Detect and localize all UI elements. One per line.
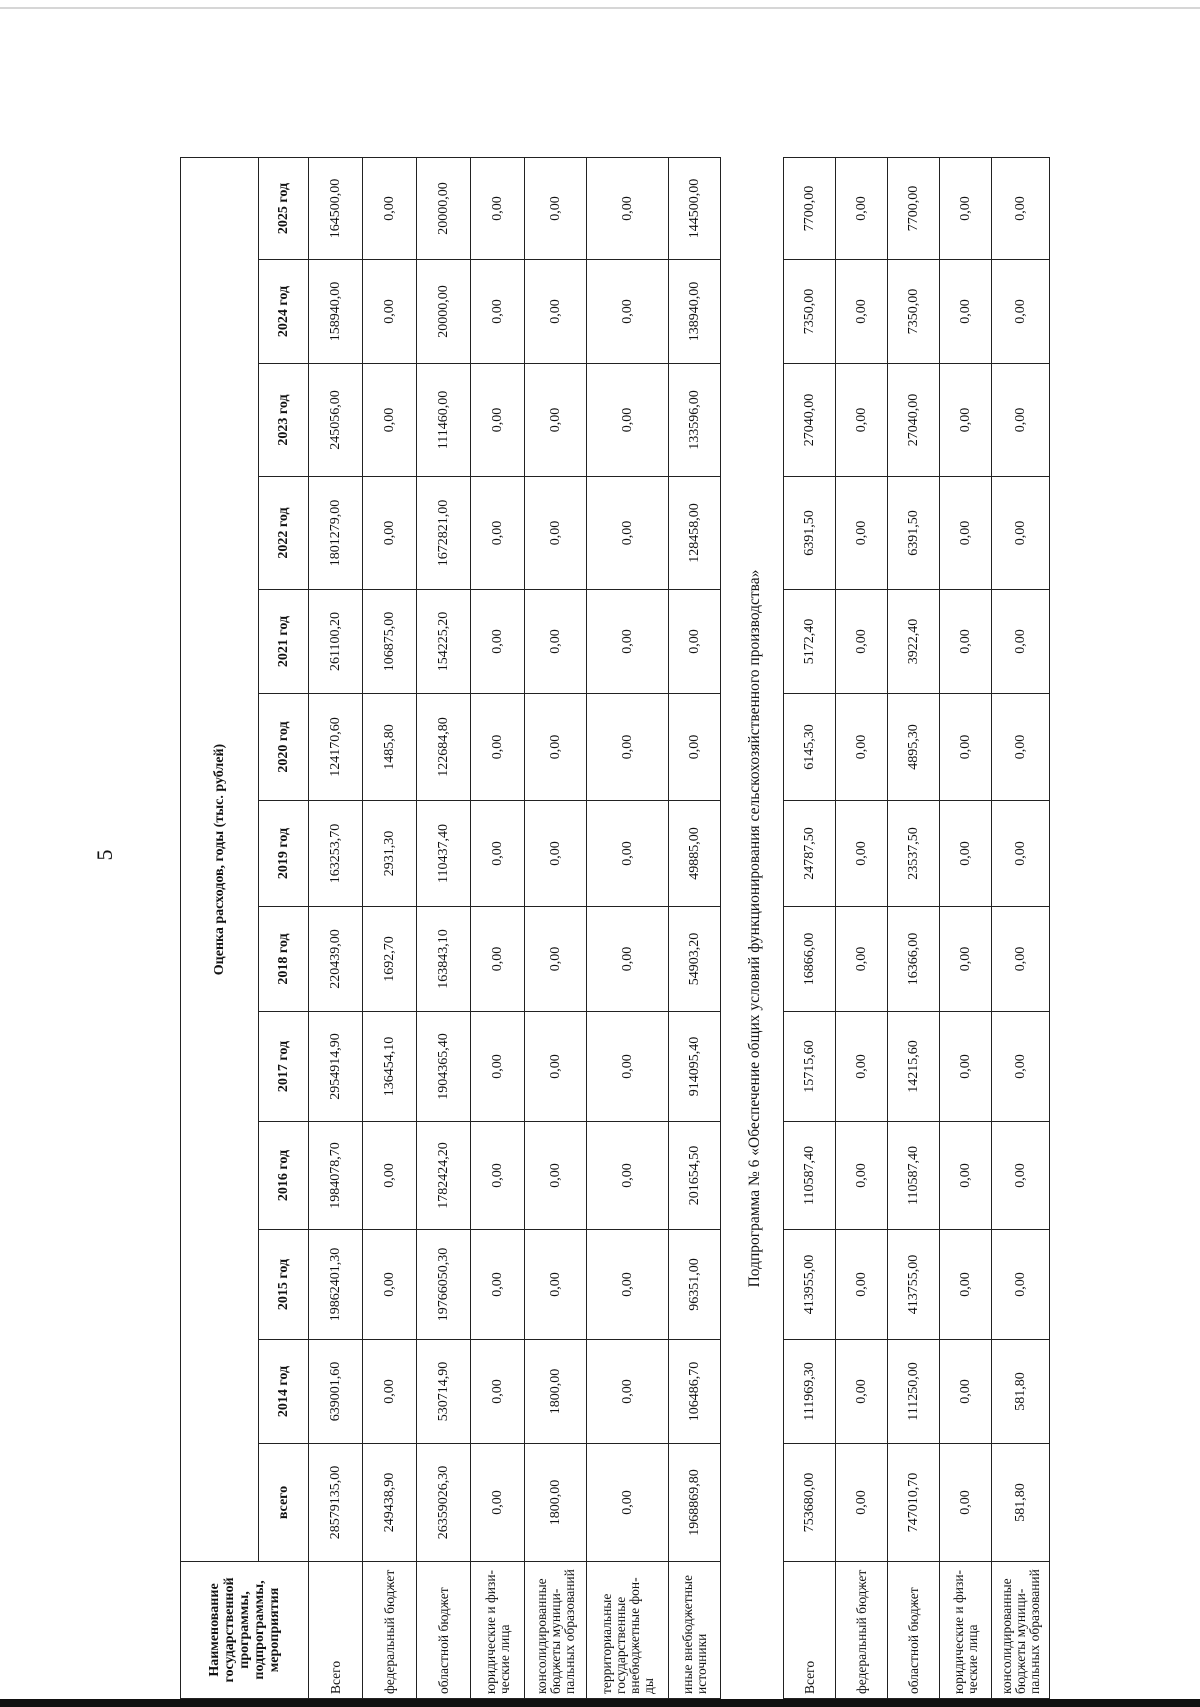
value-cell: 0,00 [836, 1340, 888, 1444]
value-cell: 639001,60 [309, 1340, 363, 1444]
value-cell: 0,00 [940, 364, 992, 477]
year-header: 2014 год [259, 1340, 309, 1444]
value-cell: 413755,00 [888, 1230, 940, 1340]
value-cell: 6391,50 [784, 477, 836, 590]
value-cell: 19766050,30 [417, 1230, 471, 1340]
value-cell: 0,00 [992, 801, 1050, 907]
year-header: 2024 год [259, 260, 309, 364]
value-cell: 0,00 [525, 1012, 587, 1122]
table-row [417, 158, 471, 1699]
value-cell: 0,00 [363, 364, 417, 477]
row-label: юридические и физи-ческие лица [940, 1562, 992, 1699]
table-row [836, 158, 888, 1699]
value-cell: 261100,20 [309, 590, 363, 694]
value-cell: 1904365,40 [417, 1012, 471, 1122]
value-cell: 0,00 [587, 907, 669, 1012]
value-cell: 0,00 [363, 158, 417, 260]
value-cell: 753680,00 [784, 1444, 836, 1562]
value-cell: 0,00 [471, 590, 525, 694]
value-cell: 158940,00 [309, 260, 363, 364]
value-cell: 111460,00 [417, 364, 471, 477]
value-cell: 110437,40 [417, 801, 471, 907]
value-cell: 1485,80 [363, 694, 417, 801]
value-cell: 4895,30 [888, 694, 940, 801]
value-cell: 106875,00 [363, 590, 417, 694]
value-cell: 6145,30 [784, 694, 836, 801]
value-cell: 26359026,30 [417, 1444, 471, 1562]
table-row [940, 158, 992, 1699]
value-cell: 0,00 [836, 907, 888, 1012]
value-cell: 1782424,20 [417, 1122, 471, 1230]
value-cell: 249438,90 [363, 1444, 417, 1562]
value-cell: 0,00 [992, 1230, 1050, 1340]
value-cell: 0,00 [587, 477, 669, 590]
subprogram-title: Подпрограмма № 6 «Обеспечение общих условий функционирования сельскохозяйственного производства» [746, 569, 763, 1288]
value-cell: 0,00 [587, 801, 669, 907]
row-label: территориальные государственные внебюджетные фон-ды [587, 1562, 669, 1699]
value-cell: 0,00 [471, 158, 525, 260]
value-cell: 0,00 [471, 907, 525, 1012]
value-cell: 245056,00 [309, 364, 363, 477]
value-cell: 106486,70 [669, 1340, 721, 1444]
value-cell: 23537,50 [888, 801, 940, 907]
value-cell: 0,00 [836, 1012, 888, 1122]
table-row [363, 158, 417, 1699]
value-cell: 7700,00 [888, 158, 940, 260]
value-cell: 0,00 [992, 1012, 1050, 1122]
value-cell: 2931,30 [363, 801, 417, 907]
value-cell: 1672821,00 [417, 477, 471, 590]
value-cell: 0,00 [471, 1230, 525, 1340]
value-cell: 0,00 [471, 477, 525, 590]
value-cell: 0,00 [471, 1340, 525, 1444]
value-cell: 0,00 [471, 364, 525, 477]
row-label: консолидированные бюджеты муници-пальных образований [992, 1562, 1050, 1699]
value-cell: 0,00 [992, 364, 1050, 477]
table-row [888, 158, 940, 1699]
value-cell: 1801279,00 [309, 477, 363, 590]
value-cell: 0,00 [992, 260, 1050, 364]
value-cell: 914095,40 [669, 1012, 721, 1122]
value-cell: 0,00 [587, 1122, 669, 1230]
value-cell: 0,00 [525, 694, 587, 801]
value-cell: 163843,10 [417, 907, 471, 1012]
value-cell: 0,00 [992, 590, 1050, 694]
value-cell: 0,00 [836, 1230, 888, 1340]
table-row [471, 158, 525, 1699]
year-header: 2019 год [259, 801, 309, 907]
value-cell: 0,00 [940, 907, 992, 1012]
value-cell: 0,00 [940, 694, 992, 801]
row-label: юридические и физи-ческие лица [471, 1562, 525, 1699]
value-cell: 0,00 [525, 907, 587, 1012]
year-header: 2020 год [259, 694, 309, 801]
value-cell: 2954914,90 [309, 1012, 363, 1122]
table-row [309, 158, 363, 1699]
value-cell: 111250,00 [888, 1340, 940, 1444]
value-cell: 96351,00 [669, 1230, 721, 1340]
value-cell: 0,00 [836, 477, 888, 590]
value-cell: 0,00 [525, 590, 587, 694]
value-cell: 1968869,80 [669, 1444, 721, 1562]
value-cell: 138940,00 [669, 260, 721, 364]
value-cell: 14215,60 [888, 1012, 940, 1122]
value-cell: 0,00 [471, 1122, 525, 1230]
value-cell: 163253,70 [309, 801, 363, 907]
value-cell: 1800,00 [525, 1444, 587, 1562]
value-cell: 0,00 [836, 590, 888, 694]
row-label: областной бюджет [417, 1562, 471, 1699]
value-cell: 581,80 [992, 1340, 1050, 1444]
value-cell: 0,00 [363, 477, 417, 590]
value-cell: 0,00 [363, 1230, 417, 1340]
value-cell: 1692,70 [363, 907, 417, 1012]
year-header: 2021 год [259, 590, 309, 694]
value-cell: 0,00 [471, 260, 525, 364]
value-cell: 0,00 [940, 477, 992, 590]
value-cell: 0,00 [940, 801, 992, 907]
value-cell: 0,00 [587, 158, 669, 260]
value-cell: 111969,30 [784, 1340, 836, 1444]
value-cell: 0,00 [363, 1340, 417, 1444]
value-cell: 0,00 [587, 1230, 669, 1340]
row-label: федеральный бюджет [363, 1562, 417, 1699]
value-cell: 15715,60 [784, 1012, 836, 1122]
row-label: Всего [784, 1562, 836, 1699]
row-label: федеральный бюджет [836, 1562, 888, 1699]
expenses-group-header: Оценка расходов, годы (тыс. рублей) [181, 158, 259, 1562]
value-cell: 28579135,00 [309, 1444, 363, 1562]
value-cell: 0,00 [836, 260, 888, 364]
value-cell: 0,00 [587, 590, 669, 694]
year-header: 2016 год [259, 1122, 309, 1230]
value-cell: 0,00 [587, 1444, 669, 1562]
value-cell: 581,80 [992, 1444, 1050, 1562]
value-cell: 20000,00 [417, 158, 471, 260]
value-cell: 5172,40 [784, 590, 836, 694]
page-number: 5 [92, 849, 117, 861]
value-cell: 0,00 [992, 1122, 1050, 1230]
value-cell: 0,00 [525, 1122, 587, 1230]
expenses-table [180, 157, 721, 1699]
table-row [525, 158, 587, 1699]
value-cell: 16366,00 [888, 907, 940, 1012]
value-cell: 7350,00 [784, 260, 836, 364]
value-cell: 0,00 [525, 260, 587, 364]
value-cell: 110587,40 [784, 1122, 836, 1230]
table-row [992, 158, 1050, 1699]
value-cell: 3922,40 [888, 590, 940, 694]
value-cell: 0,00 [587, 1012, 669, 1122]
year-header: всего [259, 1444, 309, 1562]
value-cell: 0,00 [940, 1340, 992, 1444]
value-cell: 1800,00 [525, 1340, 587, 1444]
value-cell: 24787,50 [784, 801, 836, 907]
value-cell: 0,00 [587, 694, 669, 801]
value-cell: 0,00 [669, 590, 721, 694]
value-cell: 0,00 [471, 1444, 525, 1562]
value-cell: 0,00 [471, 801, 525, 907]
name-column-header: Наименование государственной программы, подпрограммы, мероприятия [181, 1562, 309, 1699]
value-cell: 0,00 [363, 260, 417, 364]
value-cell: 0,00 [992, 907, 1050, 1012]
value-cell: 136454,10 [363, 1012, 417, 1122]
value-cell: 124170,60 [309, 694, 363, 801]
value-cell: 7350,00 [888, 260, 940, 364]
value-cell: 0,00 [992, 694, 1050, 801]
value-cell: 16866,00 [784, 907, 836, 1012]
value-cell: 0,00 [992, 477, 1050, 590]
value-cell: 144500,00 [669, 158, 721, 260]
value-cell: 49885,00 [669, 801, 721, 907]
value-cell: 6391,50 [888, 477, 940, 590]
row-label: областной бюджет [888, 1562, 940, 1699]
subprogram-table [783, 157, 1050, 1699]
value-cell: 0,00 [836, 1444, 888, 1562]
value-cell: 0,00 [525, 1230, 587, 1340]
value-cell: 0,00 [525, 364, 587, 477]
value-cell: 0,00 [940, 1012, 992, 1122]
value-cell: 0,00 [836, 1122, 888, 1230]
value-cell: 413955,00 [784, 1230, 836, 1340]
table-row [784, 158, 836, 1699]
value-cell: 0,00 [940, 590, 992, 694]
year-header: 2015 год [259, 1230, 309, 1340]
value-cell: 1984078,70 [309, 1122, 363, 1230]
value-cell: 0,00 [587, 1340, 669, 1444]
scan-fold-line [0, 7, 1200, 9]
value-cell: 0,00 [940, 260, 992, 364]
value-cell: 0,00 [669, 694, 721, 801]
value-cell: 747010,70 [888, 1444, 940, 1562]
value-cell: 0,00 [363, 1122, 417, 1230]
value-cell: 0,00 [836, 158, 888, 260]
value-cell: 54903,20 [669, 907, 721, 1012]
value-cell: 0,00 [836, 694, 888, 801]
value-cell: 110587,40 [888, 1122, 940, 1230]
value-cell: 133596,00 [669, 364, 721, 477]
table-row [587, 158, 669, 1699]
row-label: Всего [309, 1562, 363, 1699]
value-cell: 0,00 [836, 801, 888, 907]
value-cell: 0,00 [587, 364, 669, 477]
value-cell: 0,00 [525, 801, 587, 907]
value-cell: 0,00 [836, 364, 888, 477]
value-cell: 154225,20 [417, 590, 471, 694]
year-header: 2017 год [259, 1012, 309, 1122]
year-header: 2022 год [259, 477, 309, 590]
value-cell: 201654,50 [669, 1122, 721, 1230]
year-header: 2023 год [259, 364, 309, 477]
value-cell: 19862401,30 [309, 1230, 363, 1340]
scan-edge-line [0, 1699, 1200, 1707]
value-cell: 0,00 [525, 158, 587, 260]
value-cell: 7700,00 [784, 158, 836, 260]
value-cell: 122684,80 [417, 694, 471, 801]
value-cell: 0,00 [471, 694, 525, 801]
value-cell: 0,00 [587, 260, 669, 364]
row-label: иные внебюджетные источники [669, 1562, 721, 1699]
table-row [669, 158, 721, 1699]
value-cell: 0,00 [940, 1444, 992, 1562]
year-header: 2025 год [259, 158, 309, 260]
value-cell: 27040,00 [888, 364, 940, 477]
value-cell: 27040,00 [784, 364, 836, 477]
year-header: 2018 год [259, 907, 309, 1012]
value-cell: 0,00 [940, 1230, 992, 1340]
value-cell: 0,00 [525, 477, 587, 590]
value-cell: 128458,00 [669, 477, 721, 590]
row-label: консолидированные бюджеты муници-пальных образований [525, 1562, 587, 1699]
value-cell: 0,00 [940, 158, 992, 260]
value-cell: 20000,00 [417, 260, 471, 364]
value-cell: 0,00 [992, 158, 1050, 260]
value-cell: 0,00 [940, 1122, 992, 1230]
value-cell: 0,00 [471, 1012, 525, 1122]
value-cell: 220439,00 [309, 907, 363, 1012]
value-cell: 164500,00 [309, 158, 363, 260]
value-cell: 530714,90 [417, 1340, 471, 1444]
